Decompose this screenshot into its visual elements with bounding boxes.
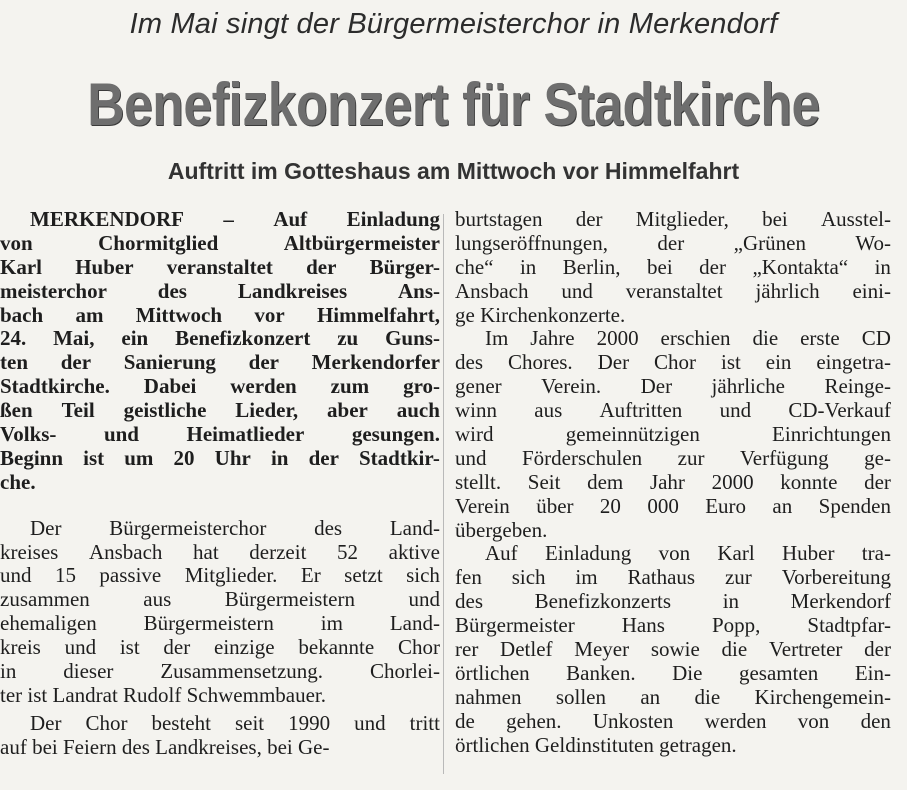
text-line: zusammen aus Bürgermeistern und (0, 588, 440, 612)
text-line: kreis und ist der einzige bekannte Chor (0, 636, 440, 660)
text-line: in dieser Zusammensetzung. Chorlei- (0, 660, 440, 684)
text-line: ehemaligen Bürgermeistern im Land- (0, 612, 440, 636)
text-line: ten der Sanierung der Merkendorfer (0, 351, 440, 375)
text-line: rer Detlef Meyer sowie die Vertreter der (455, 638, 891, 662)
text-line: Bürgermeister Hans Popp, Stadtpfar- (455, 614, 891, 638)
text-line: Volks- und Heimatlieder gesungen. (0, 423, 440, 447)
text-line: meisterchor des Landkreises Ans- (0, 279, 440, 303)
text-line: Der Chor besteht seit 1990 und tritt (30, 711, 440, 735)
text-line: örtlichen Geldinstituten getragen. (455, 733, 737, 757)
body-paragraph (0, 712, 440, 760)
text-line: ßen Teil geistliche Lieder, aber auch (0, 399, 440, 423)
text-line: Der Bürgermeisterchor des Land- (30, 516, 440, 540)
text-line: winn aus Auftritten und CD-Verkauf (455, 399, 891, 423)
body-paragraph (455, 327, 891, 542)
text-line: burtstagen der Mitglieder, bei Ausstel- (455, 208, 891, 231)
text-line: ge Kirchenkonzerte. (455, 303, 626, 327)
text-line: lungseröffnungen, der „Grünen Wo- (455, 231, 891, 255)
text-line: che. (0, 470, 36, 494)
text-line: und 15 passive Mitglieder. Er setzt sich (0, 564, 440, 588)
body-paragraph (455, 542, 891, 757)
text-line: auf bei Feiern des Landkreises, bei Ge- (0, 735, 330, 759)
text-line: Stadtkirche. Dabei werden zum gro- (0, 375, 440, 399)
text-line: Auf Einladung von Karl Huber tra- (485, 542, 891, 566)
body-paragraph (455, 208, 891, 327)
text-line: stellt. Seit dem Jahr 2000 konnte der (455, 470, 891, 494)
article-headline: Benefizkonzert für Stadtkirche (87, 71, 820, 138)
right-column (455, 208, 891, 757)
text-line: de gehen. Unkosten werden von den (455, 709, 891, 733)
text-line: kreises Ansbach hat derzeit 52 aktive (0, 540, 440, 564)
body-paragraph (0, 517, 440, 708)
text-line: des Benefizkonzerts in Merkendorf (455, 590, 891, 614)
left-column (0, 208, 440, 760)
text-line: Im Jahre 2000 erschien die erste CD (485, 327, 891, 351)
lead-paragraph (0, 208, 440, 495)
text-line: von Chormitglied Altbürgermeister (0, 231, 440, 255)
text-line: des Chores. Der Chor ist ein eingetra- (455, 351, 891, 375)
article-subhead: Auftritt im Gotteshaus am Mittwoch vor Himmelfahrt (167, 158, 740, 184)
text-line: wird gemeinnützigen Einrichtungen (455, 423, 891, 447)
text-line: Ansbach und veranstaltet jährlich eini- (455, 279, 891, 303)
text-line: MERKENDORF – Auf Einladung (30, 208, 440, 231)
text-line: Beginn ist um 20 Uhr in der Stadtkir- (0, 446, 440, 470)
text-line: nahmen sollen an die Kirchengemein- (455, 685, 891, 709)
text-line: gener Verein. Der jährliche Reinge- (455, 375, 891, 399)
text-line: örtlichen Banken. Die gesamten Ein- (455, 661, 891, 685)
text-line: ter ist Landrat Rudolf Schwemmbauer. (0, 683, 327, 707)
text-line: Karl Huber veranstaltet der Bürger- (0, 255, 440, 279)
text-line: übergeben. (455, 518, 548, 542)
text-line: bach am Mittwoch vor Himmelfahrt, (0, 303, 440, 327)
article-kicker: Im Mai singt der Bürgermeisterchor in Merkendorf (129, 8, 778, 40)
column-divider (443, 214, 444, 774)
text-line: che“ in Berlin, bei der „Kontakta“ in (455, 255, 891, 279)
text-line: und Förderschulen zur Verfügung ge- (455, 446, 891, 470)
text-line: Verein über 20 000 Euro an Spenden (455, 494, 891, 518)
text-line: fen sich im Rathaus zur Vorbereitung (455, 566, 891, 590)
text-line: 24. Mai, ein Benefizkonzert zu Guns- (0, 327, 440, 351)
